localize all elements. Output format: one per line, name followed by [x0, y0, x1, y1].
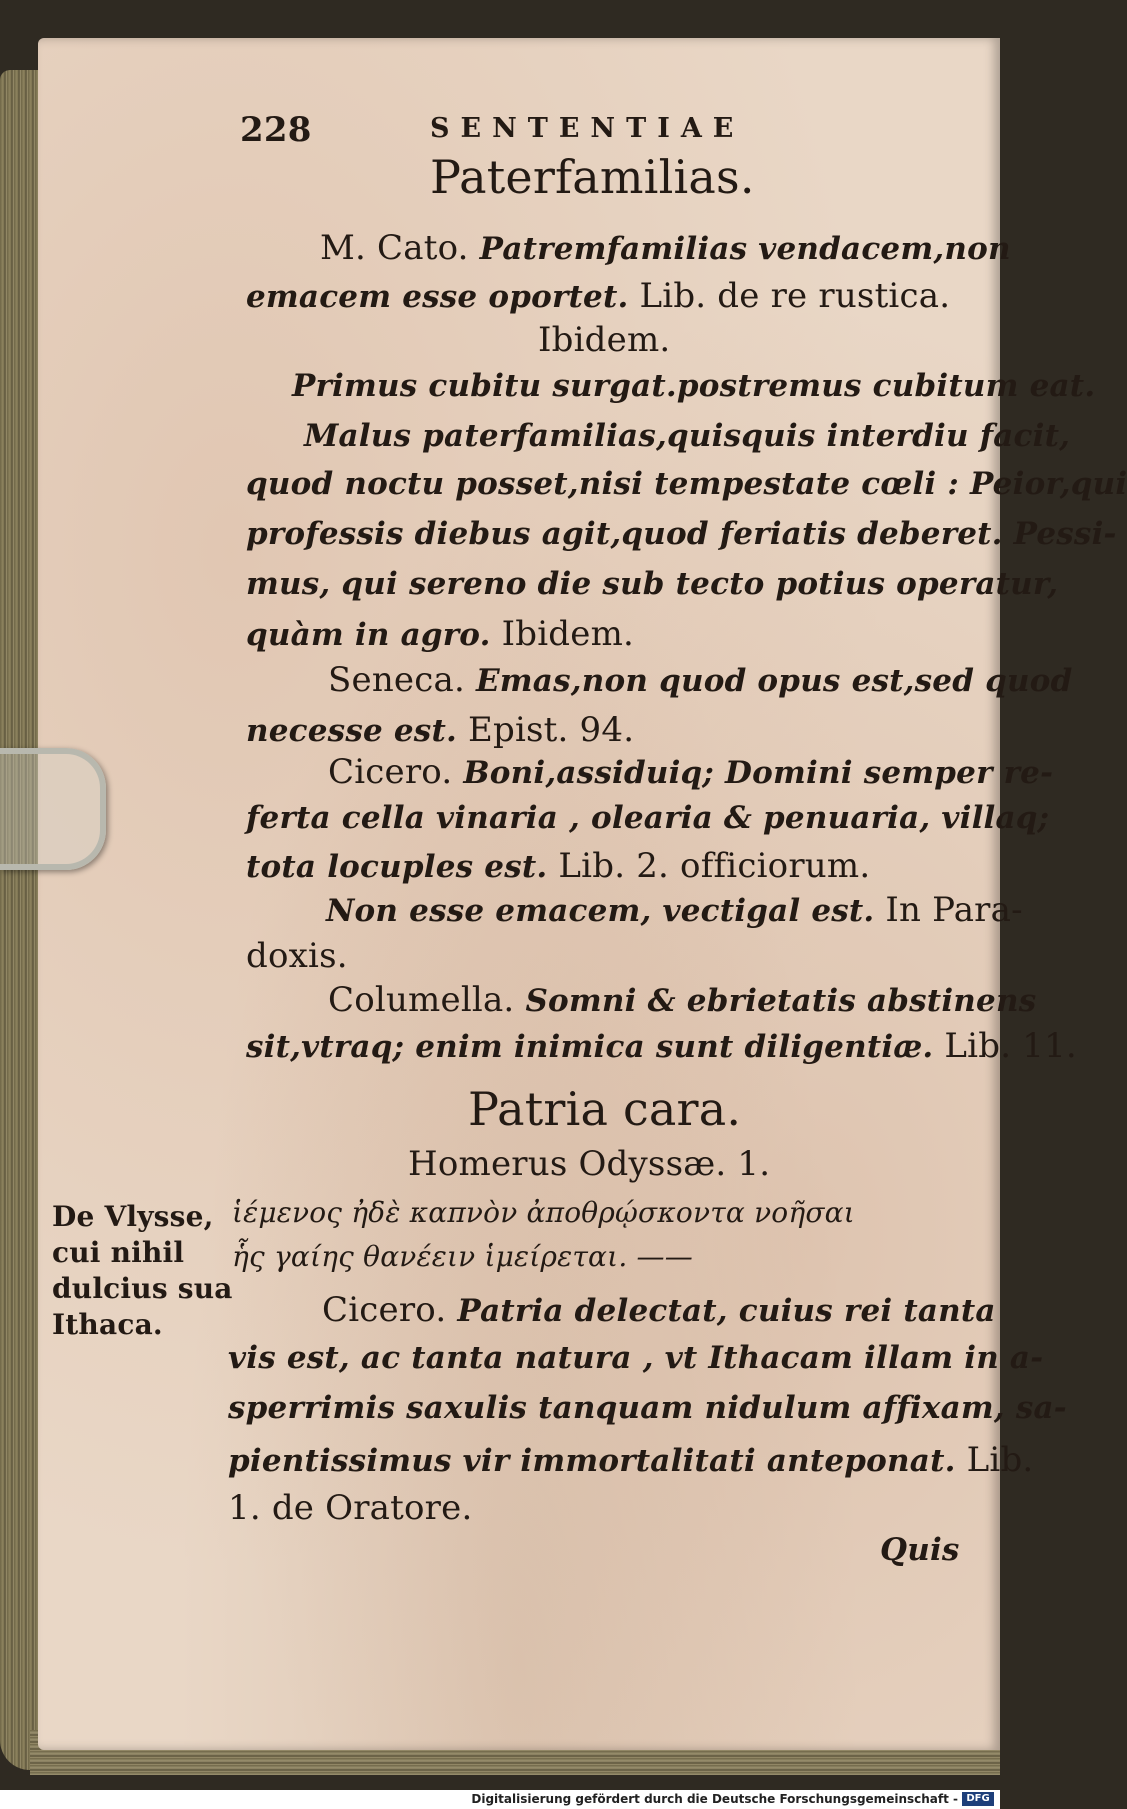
italic-text: Patremfamilias vendacem,non: [479, 231, 1011, 267]
text-line: [246, 710, 634, 750]
footer-credit: Digitalisierung gefördert durch die Deutsche Forschungsgemeinschaft -: [471, 1792, 958, 1806]
text-line: [246, 276, 950, 316]
italic-text: pientissimus vir immortalitati anteponat.: [228, 1443, 967, 1479]
roman-text: Ibidem.: [501, 614, 635, 654]
text-line: [228, 1390, 1067, 1426]
italic-text: tota locuples est.: [246, 849, 559, 885]
text-line: [232, 1240, 693, 1273]
page-number: 228: [240, 110, 312, 150]
roman-text: Ibidem.: [538, 320, 671, 360]
text-line: [228, 1340, 1043, 1376]
italic-text: necesse est.: [246, 713, 468, 749]
dfg-logo: DFG: [962, 1792, 994, 1806]
text-line: [246, 936, 348, 976]
greek-text: ἱέμενος ἠδὲ καπνὸν ἀποθρῴσκοντα νοῆσαι: [232, 1196, 855, 1229]
roman-text: Lib.: [966, 1440, 1034, 1480]
text-line: [326, 890, 1023, 930]
text-line: [246, 846, 870, 886]
italic-text: professis diebus agit,quod feriatis deberet. Pessi-: [246, 516, 1117, 552]
roman-text: Epist. 94.: [467, 710, 635, 750]
text-line: [328, 752, 1053, 792]
text-line: [246, 614, 634, 654]
italic-text: mus, qui sereno die sub tecto potius operatur,: [246, 566, 1059, 602]
text-line: [228, 1488, 472, 1528]
italic-text: Malus paterfamilias,quisquis interdiu facit,: [304, 418, 1071, 454]
italic-text: quod noctu posset,nisi tempestate cœli : Peior,qui: [246, 466, 1127, 502]
margin-note-line: dulcius sua: [52, 1272, 233, 1305]
italic-text: vis est, ac tanta natura , vt Ithacam illam in a-: [228, 1340, 1044, 1376]
greek-text: ἧς γαίης θανέειν ἱμείρεται. ——: [232, 1240, 693, 1273]
text-line: [408, 1144, 770, 1184]
page-clip-image: [0, 748, 106, 870]
section-heading: Paterfamilias.: [430, 150, 755, 204]
roman-text: M. Cato.: [320, 228, 480, 268]
italic-text: emacem esse oportet.: [246, 279, 640, 315]
roman-text: doxis.: [246, 936, 348, 976]
margin-note-line: Ithaca.: [52, 1308, 163, 1341]
running-head: SENTENTIAE: [430, 113, 745, 144]
text-line: [246, 566, 1058, 602]
italic-text: Patria delectat, cuius rei tanta: [457, 1293, 996, 1329]
catchword: Quis: [880, 1532, 960, 1568]
italic-text: Boni,assiduiq; Domini semper re-: [463, 755, 1054, 791]
text-line: [246, 516, 1117, 552]
text-line: [538, 320, 670, 360]
text-line: [228, 1440, 1033, 1480]
roman-text: Lib. 11.: [944, 1026, 1077, 1066]
section-heading: Patria cara.: [468, 1082, 742, 1136]
roman-text: Lib. de re rustica.: [639, 276, 951, 316]
italic-text: Somni & ebrietatis abstinens: [525, 983, 1037, 1019]
margin-note-line: cui nihil: [52, 1236, 185, 1269]
roman-text: Homerus Odyssæ. 1.: [408, 1144, 771, 1184]
roman-text: Seneca.: [328, 660, 476, 700]
text-line: [304, 418, 1070, 454]
roman-text: Lib. 2. officiorum.: [558, 846, 871, 886]
text-line: [292, 368, 1095, 404]
italic-text: Non esse emacem, vectigal est.: [326, 893, 886, 929]
text-line: [246, 466, 1127, 502]
italic-text: sperrimis saxulis tanquam nidulum affixam, sa-: [228, 1390, 1067, 1426]
text-line: [246, 800, 1049, 836]
roman-text: Cicero.: [328, 752, 464, 792]
roman-text: 1. de Oratore.: [228, 1488, 473, 1528]
text-line: [246, 1026, 1077, 1066]
italic-text: Primus cubitu surgat.postremus cubitum eat.: [292, 368, 1096, 404]
text-line: [328, 980, 1036, 1020]
italic-text: Emas,non quod opus est,sed quod: [475, 663, 1073, 699]
text-line: [232, 1196, 855, 1229]
roman-text: In Para-: [885, 890, 1023, 930]
italic-text: ferta cella vinaria , olearia & penuaria, villaq;: [246, 800, 1050, 836]
italic-text: sit,vtraq; enim inimica sunt diligentiæ.: [246, 1029, 945, 1065]
roman-text: Columella.: [328, 980, 526, 1020]
text-line: [322, 1290, 996, 1330]
margin-note-line: De Vlysse,: [52, 1200, 214, 1233]
italic-text: quàm in agro.: [246, 617, 502, 653]
text-line: [328, 660, 1072, 700]
text-line: [320, 228, 1011, 268]
roman-text: Cicero.: [322, 1290, 458, 1330]
